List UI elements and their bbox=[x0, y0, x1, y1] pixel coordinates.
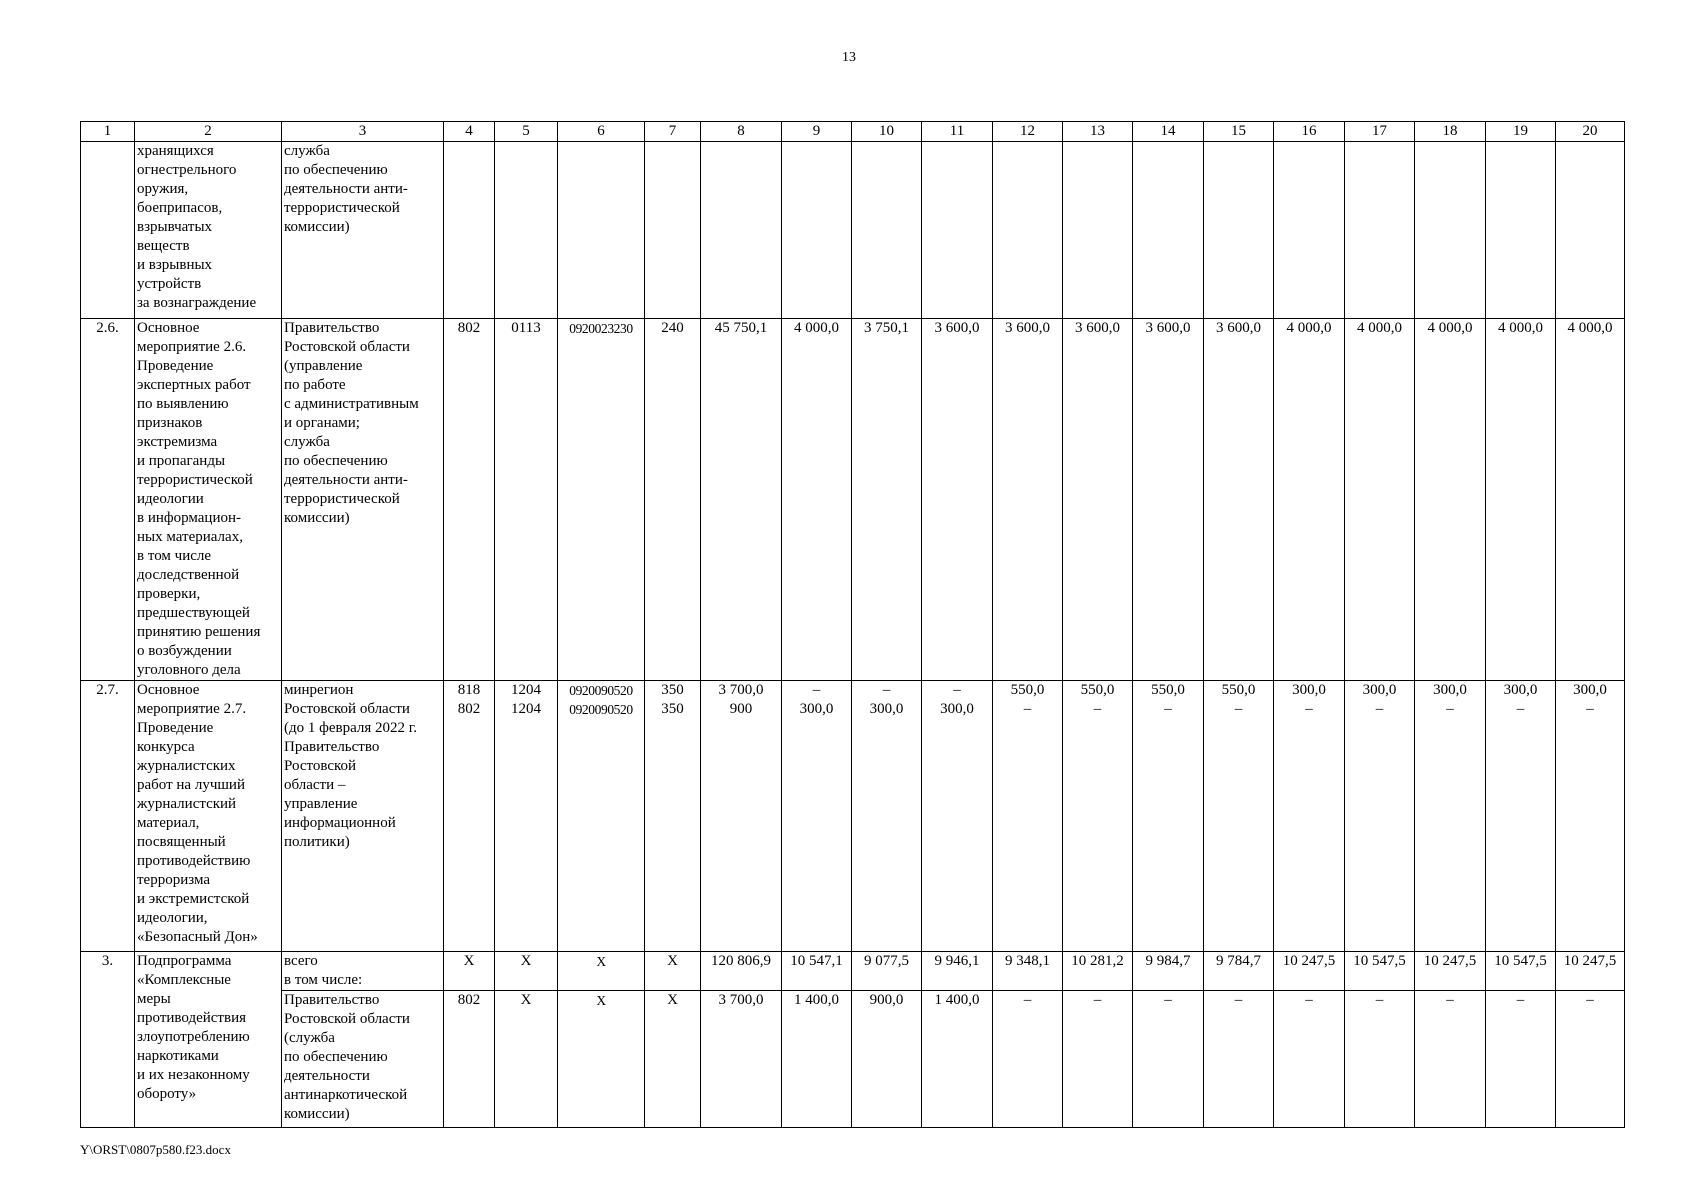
value-cell bbox=[1556, 142, 1625, 319]
value-cell: 4 000,0 bbox=[1486, 319, 1556, 681]
column-number-cell: 18 bbox=[1415, 122, 1486, 142]
table-row bbox=[81, 681, 1625, 952]
page-number: 13 bbox=[842, 50, 856, 65]
value-cell: X bbox=[645, 991, 701, 1128]
value-cell bbox=[701, 142, 782, 319]
value-cell: 10 247,5 bbox=[1274, 952, 1345, 991]
column-number-cell: 14 bbox=[1133, 122, 1204, 142]
value-cell: 802 bbox=[444, 991, 495, 1128]
column-number-cell: 8 bbox=[701, 122, 782, 142]
column-number-cell: 1 bbox=[81, 122, 135, 142]
column-number-cell: 3 bbox=[282, 122, 444, 142]
column-number-cell: 11 bbox=[922, 122, 993, 142]
value-cell: 9 946,1 bbox=[922, 952, 993, 991]
value-cell bbox=[1133, 142, 1204, 319]
file-path-footer: Y\ORST\0807p580.f23.docx bbox=[80, 1142, 231, 1157]
value-cell bbox=[993, 142, 1063, 319]
value-cell bbox=[782, 142, 852, 319]
executor-cell: Правительство Ростовской области (управление по работе с административным и органами; служба по обеспечению деятельности анти- террористической комиссии) bbox=[282, 319, 444, 681]
value-cell: 4 000,0 bbox=[782, 319, 852, 681]
value-cell bbox=[1204, 142, 1274, 319]
value-cell: 550,0 – bbox=[1063, 681, 1133, 952]
value-cell: 300,0 – bbox=[1486, 681, 1556, 952]
value-cell bbox=[645, 142, 701, 319]
value-cell: 550,0 – bbox=[993, 681, 1063, 952]
value-cell: 240 bbox=[645, 319, 701, 681]
column-number-cell: 4 bbox=[444, 122, 495, 142]
column-number-cell: 6 bbox=[558, 122, 645, 142]
activity-name-cell: Подпрограмма «Комплексные меры противодействия злоупотреблению наркотиками и их незаконному обороту» bbox=[135, 952, 282, 1128]
column-number-cell: 19 bbox=[1486, 122, 1556, 142]
value-cell: 3 700,0 bbox=[701, 991, 782, 1128]
column-number-cell: 20 bbox=[1556, 122, 1625, 142]
value-cell: 3 750,1 bbox=[852, 319, 922, 681]
executor-cell: Правительство Ростовской области (служба по обеспечению деятельности антинаркотической комиссии) bbox=[282, 991, 444, 1128]
column-number-cell: 9 bbox=[782, 122, 852, 142]
value-cell: 300,0 – bbox=[1415, 681, 1486, 952]
value-cell: 4 000,0 bbox=[1415, 319, 1486, 681]
row-number-cell: 2.6. bbox=[81, 319, 135, 681]
activity-name-cell: Основное мероприятие 2.6. Проведение экспертных работ по выявлению признаков экстремизма и пропаганды террористической идеологии в информацион- ных материалах, в том числе доследственной проверки, предшествующей принятию решения о возбуждении уголовного дела bbox=[135, 319, 282, 681]
value-cell: 350 350 bbox=[645, 681, 701, 952]
value-cell: 3 700,0 900 bbox=[701, 681, 782, 952]
value-cell: – bbox=[1556, 991, 1625, 1128]
table-row bbox=[81, 319, 1625, 681]
value-cell: – bbox=[1415, 991, 1486, 1128]
value-cell: – bbox=[993, 991, 1063, 1128]
value-cell: 300,0 – bbox=[1556, 681, 1625, 952]
value-cell: 1 400,0 bbox=[782, 991, 852, 1128]
executor-cell: всего в том числе: bbox=[282, 952, 444, 991]
value-cell: 4 000,0 bbox=[1345, 319, 1415, 681]
value-cell: – 300,0 bbox=[852, 681, 922, 952]
value-cell: – bbox=[1486, 991, 1556, 1128]
value-cell: 9 984,7 bbox=[1133, 952, 1204, 991]
value-cell: 300,0 – bbox=[1345, 681, 1415, 952]
value-cell: 0113 bbox=[495, 319, 558, 681]
column-number-cell: 7 bbox=[645, 122, 701, 142]
value-cell: 818 802 bbox=[444, 681, 495, 952]
value-cell bbox=[852, 142, 922, 319]
column-number-row bbox=[81, 122, 1625, 142]
value-cell: X bbox=[444, 952, 495, 991]
column-number-cell: 5 bbox=[495, 122, 558, 142]
value-cell: – bbox=[1204, 991, 1274, 1128]
value-cell: 10 547,1 bbox=[782, 952, 852, 991]
value-cell: 4 000,0 bbox=[1556, 319, 1625, 681]
value-cell: X bbox=[645, 952, 701, 991]
value-cell bbox=[1345, 142, 1415, 319]
column-number-cell: 13 bbox=[1063, 122, 1133, 142]
value-cell: X bbox=[495, 952, 558, 991]
value-cell: 10 247,5 bbox=[1556, 952, 1625, 991]
value-cell: 802 bbox=[444, 319, 495, 681]
value-cell: X bbox=[495, 991, 558, 1128]
value-cell bbox=[495, 142, 558, 319]
value-cell: 550,0 – bbox=[1133, 681, 1204, 952]
executor-cell: служба по обеспечению деятельности анти- террористической комиссии) bbox=[282, 142, 444, 319]
value-cell: 10 247,5 bbox=[1415, 952, 1486, 991]
value-cell: 0920023230 bbox=[558, 319, 645, 681]
activity-name-cell: хранящихся огнестрельного оружия, боеприпасов, взрывчатых веществ и взрывных устройств за вознаграждение bbox=[135, 142, 282, 319]
row-number-cell bbox=[81, 142, 135, 319]
value-cell: – 300,0 bbox=[782, 681, 852, 952]
value-cell: – 300,0 bbox=[922, 681, 993, 952]
value-cell: 300,0 – bbox=[1274, 681, 1345, 952]
value-cell: 9 784,7 bbox=[1204, 952, 1274, 991]
value-cell: – bbox=[1063, 991, 1133, 1128]
row-number-cell: 2.7. bbox=[81, 681, 135, 952]
column-number-cell: 10 bbox=[852, 122, 922, 142]
value-cell: 3 600,0 bbox=[922, 319, 993, 681]
value-cell bbox=[558, 142, 645, 319]
value-cell bbox=[1274, 142, 1345, 319]
column-number-cell: 2 bbox=[135, 122, 282, 142]
value-cell bbox=[1415, 142, 1486, 319]
column-number-cell: 12 bbox=[993, 122, 1063, 142]
value-cell: 45 750,1 bbox=[701, 319, 782, 681]
column-number-cell: 16 bbox=[1274, 122, 1345, 142]
value-cell: 3 600,0 bbox=[1133, 319, 1204, 681]
value-cell: 1204 1204 bbox=[495, 681, 558, 952]
value-cell: 3 600,0 bbox=[1204, 319, 1274, 681]
value-cell: 1 400,0 bbox=[922, 991, 993, 1128]
value-cell: 550,0 – bbox=[1204, 681, 1274, 952]
executor-cell: минрегион Ростовской области (до 1 февраля 2022 г. Правительство Ростовской области – управление информационной политики) bbox=[282, 681, 444, 952]
value-cell bbox=[1486, 142, 1556, 319]
column-number-cell: 15 bbox=[1204, 122, 1274, 142]
row-number-cell: 3. bbox=[81, 952, 135, 1128]
column-number-cell: 17 bbox=[1345, 122, 1415, 142]
value-cell: 10 547,5 bbox=[1486, 952, 1556, 991]
value-cell: – bbox=[1274, 991, 1345, 1128]
value-cell: – bbox=[1345, 991, 1415, 1128]
value-cell: 10 547,5 bbox=[1345, 952, 1415, 991]
value-cell: 0920090520 0920090520 bbox=[558, 681, 645, 952]
value-cell: 120 806,9 bbox=[701, 952, 782, 991]
value-cell bbox=[1063, 142, 1133, 319]
value-cell bbox=[444, 142, 495, 319]
value-cell: 3 600,0 bbox=[993, 319, 1063, 681]
budget-table bbox=[80, 121, 1625, 1128]
value-cell bbox=[922, 142, 993, 319]
value-cell: X bbox=[558, 991, 645, 1128]
value-cell: 3 600,0 bbox=[1063, 319, 1133, 681]
value-cell: 9 348,1 bbox=[993, 952, 1063, 991]
value-cell: 4 000,0 bbox=[1274, 319, 1345, 681]
value-cell: 9 077,5 bbox=[852, 952, 922, 991]
value-cell: – bbox=[1133, 991, 1204, 1128]
table-row bbox=[81, 142, 1625, 319]
value-cell: X bbox=[558, 952, 645, 991]
table-row bbox=[81, 952, 1625, 991]
activity-name-cell: Основное мероприятие 2.7. Проведение конкурса журналистских работ на лучший журналистский материал, посвященный противодействию терроризма и экстремистской идеологии, «Безопасный Дон» bbox=[135, 681, 282, 952]
value-cell: 10 281,2 bbox=[1063, 952, 1133, 991]
value-cell: 900,0 bbox=[852, 991, 922, 1128]
table-row bbox=[81, 991, 1625, 1128]
